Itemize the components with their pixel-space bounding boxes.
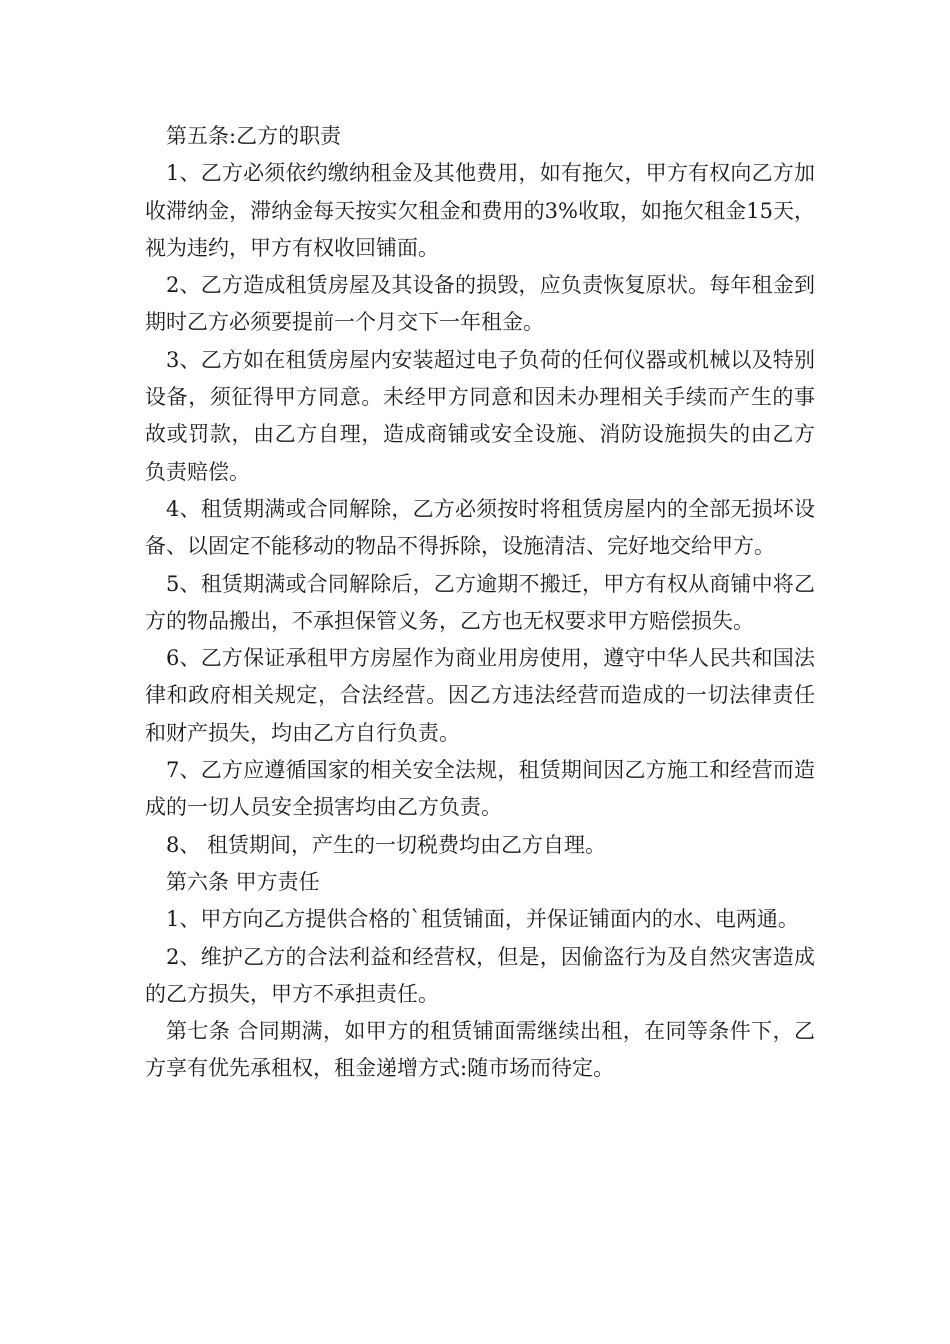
article-5-item-6: 6、乙方保证承租甲方房屋作为商业用房使用，遵守中华人民共和国法律和政府相关规定，合法经营。因乙方违法经营而造成的一切法律责任和财产损失，均由乙方自行负责。 — [145, 646, 815, 745]
article-6-title: 第六条 甲方责任 — [166, 869, 320, 894]
article-5-title: 第五条:乙方的职责 — [166, 124, 342, 148]
article-6-item-2: 2、维护乙方的合法利益和经营权，但是，因偷盗行为及自然灾害造成的乙方损失，甲方不承担责任。 — [145, 944, 815, 1006]
article-7-text: 第七条 合同期满，如甲方的租赁铺面需继续出租，在同等条件下，乙方享有优先承租权，租金递增方式:随市场而待定。 — [145, 1019, 815, 1081]
article-5-item-8: 8、 租赁期间，产生的一切税费均由乙方自理。 — [166, 832, 607, 857]
article-5-item-1: 1、乙方必须依约缴纳租金及其他费用，如有拖欠，甲方有权向乙方加收滞纳金，滞纳金每天按实欠租金和费用的3%收取，如拖欠租金15天，视为违约，甲方有权收回铺面。 — [145, 161, 815, 260]
article-6-item-1: 1、甲方向乙方提供合格的`租赁铺面，并保证铺面内的水、电两通。 — [166, 907, 799, 932]
article-5-item-7: 7、乙方应遵循国家的相关安全法规，租赁期间因乙方施工和经营而造成的一切人员安全损害均由乙方负责。 — [145, 758, 815, 820]
article-5-item-4: 4、租赁期满或合同解除，乙方必须按时将租赁房屋内的全部无损坏设备、以固定不能移动的物品不得拆除，设施清洁、完好地交给甲方。 — [145, 496, 815, 559]
article-5-item-3: 3、乙方如在租赁房屋内安装超过电子负荷的任何仪器或机械以及特别设备，须征得甲方同意。未经甲方同意和因未办理相关手续而产生的事故或罚款，由乙方自理，造成商铺或安全设施、消防设施损失的由乙方负责赔偿。 — [145, 347, 815, 484]
article-5-item-5: 5、租赁期满或合同解除后，乙方逾期不搬迁，甲方有权从商铺中将乙方的物品搬出，不承担保管义务，乙方也无权要求甲方赔偿损失。 — [145, 571, 815, 633]
article-5-item-2: 2、乙方造成租赁房屋及其设备的损毁，应负责恢复原状。每年租金到期时乙方必须要提前一个月交下一年租金。 — [145, 273, 815, 335]
document-body — [145, 118, 815, 1088]
